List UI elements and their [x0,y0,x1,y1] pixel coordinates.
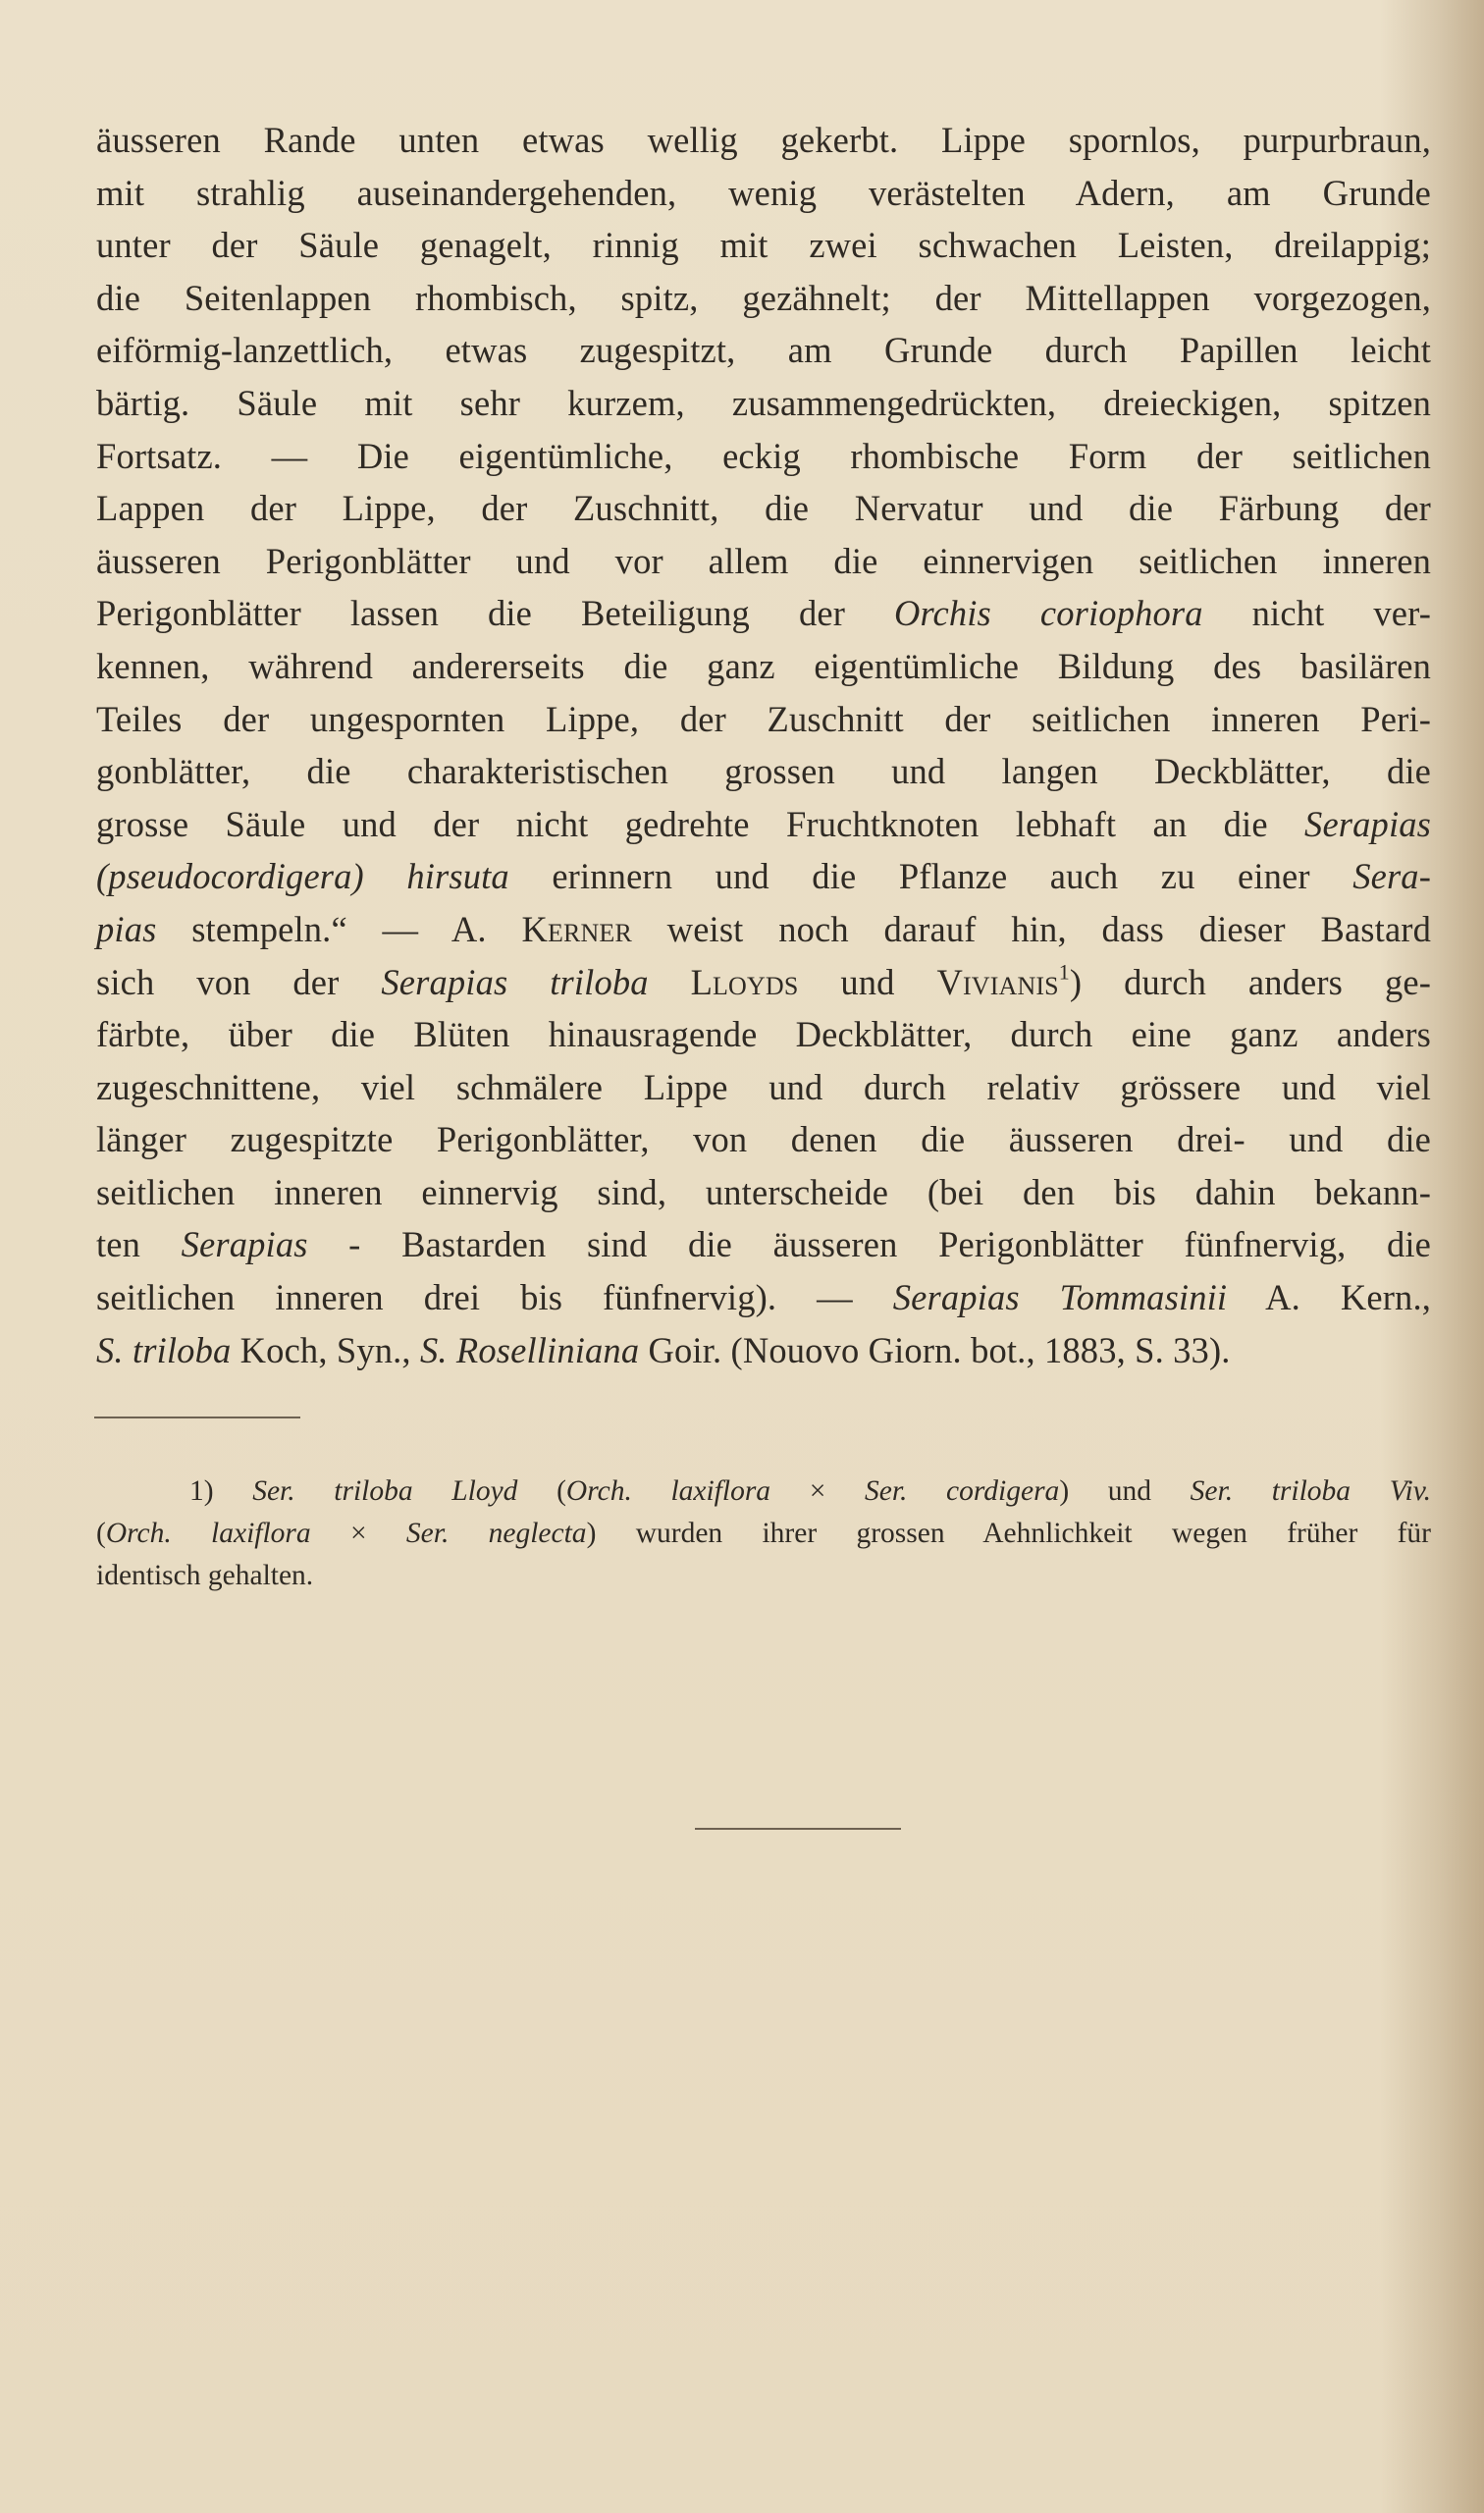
footnote-line: (Orch. laxiflora × Ser. neglecta) wurden ihrer grossen Aehnlichkeit wegen früher für [96,1518,1431,1549]
text-line: äusseren Rande unten etwas wellig gekerbt. Lippe spornlos, purpurbraun, [96,120,1431,160]
text-line: Teiles der ungespornten Lippe, der Zuschnitt der seitlichen inneren Peri- [96,698,1431,739]
end-divider [695,1828,901,1830]
text-line: färbte, über die Blüten hinausragende Deckblätter, durch eine ganz anders [96,1014,1431,1055]
author-name: Vivianis [936,961,1059,1002]
text-line: kennen, während andererseits die ganz eigentümliche Bildung des basilären [96,645,1431,686]
italic-taxon: Serapias triloba [381,961,649,1002]
italic-taxon: S. triloba [96,1329,232,1370]
text-line: zugeschnittene, viel schmälere Lippe und durch relativ grössere und viel [96,1066,1431,1107]
body-text [96,114,1431,1376]
text-line: S. triloba Koch, Syn., S. Roselliniana Goir. (Nouovo Giorn. bot., 1883, S. 33). [96,1329,1231,1370]
text-line: seitlichen inneren drei bis fünfnervig). — Serapias Tommasinii A. Kern., [96,1277,1431,1318]
italic-taxon: Serapias Tommasinii [892,1277,1228,1318]
footnote-line: identisch gehalten. [96,1560,314,1591]
text-line: unter der Säule genagelt, rinnig mit zwei schwachen Leisten, dreilappig; [96,225,1431,266]
italic-taxon: (pseudocordigera) hirsuta [96,856,509,897]
text-line: Fortsatz. — Die eigentümliche, eckig rhombische Form der seitlichen [96,435,1431,476]
text-line: mit strahlig auseinandergehenden, wenig verästelten Adern, am Grunde [96,172,1431,213]
footnote [96,1470,1431,1597]
text-line: sich von der Serapias triloba Lloyds und Vivianis$^1$) durch anders ge- [96,959,1432,1002]
text-line: pias stempeln.“ — A. Kerner weist noch darauf hin, dass dieser Bastard [96,908,1432,949]
text-line: die Seitenlappen rhombisch, spitz, gezähnelt; der Mittellappen vorgezogen, [96,277,1431,318]
author-name: Lloyds [690,961,799,1002]
text-line: länger zugespitzte Perigonblätter, von denen die äusseren drei- und die [96,1119,1431,1160]
italic-taxon: Orchis coriophora [894,593,1203,634]
italic-taxon: Sera- [1352,856,1431,897]
text-line: (pseudocordigera) hirsuta erinnern und die Pflanze auch zu einer Sera- [96,856,1431,897]
italic-taxon: S. Roselliniana [419,1329,640,1370]
footnote-divider [94,1417,300,1418]
text-line: eiförmig-lanzettlich, etwas zugespitzt, am Grunde durch Papillen leicht [96,330,1431,371]
text-line: gonblätter, die charakteristischen grossen und langen Deckblätter, die [96,751,1431,792]
text-line: bärtig. Säule mit sehr kurzem, zusammengedrückten, dreieckigen, spitzen [96,382,1431,423]
italic-taxon: Serapias [181,1224,308,1265]
footnote-line: 1) Ser. triloba Lloyd (Orch. laxiflora × Ser. cordigera) und Ser. triloba Viv. [189,1475,1431,1507]
italic-taxon: pias [96,908,157,949]
text-line: grosse Säule und der nicht gedrehte Fruchtknoten lebhaft an die Serapias [96,803,1431,844]
text-line: ten Serapias - Bastarden sind die äusseren Perigonblätter fünfnervig, die [96,1224,1431,1265]
text-line: Lappen der Lippe, der Zuschnitt, die Nervatur und die Färbung der [96,488,1431,529]
text-line: äusseren Perigonblätter und vor allem die einnervigen seitlichen inneren [96,540,1431,581]
footnote-marker: 1 [1058,959,1070,985]
italic-taxon: Serapias [1304,803,1431,844]
text-line: Perigonblätter lassen die Beteiligung der Orchis coriophora nicht ver- [96,593,1432,634]
author-name: Kerner [521,908,632,949]
text-line: seitlichen inneren einnervig sind, unterscheide (bei den bis dahin bekann- [96,1171,1431,1212]
